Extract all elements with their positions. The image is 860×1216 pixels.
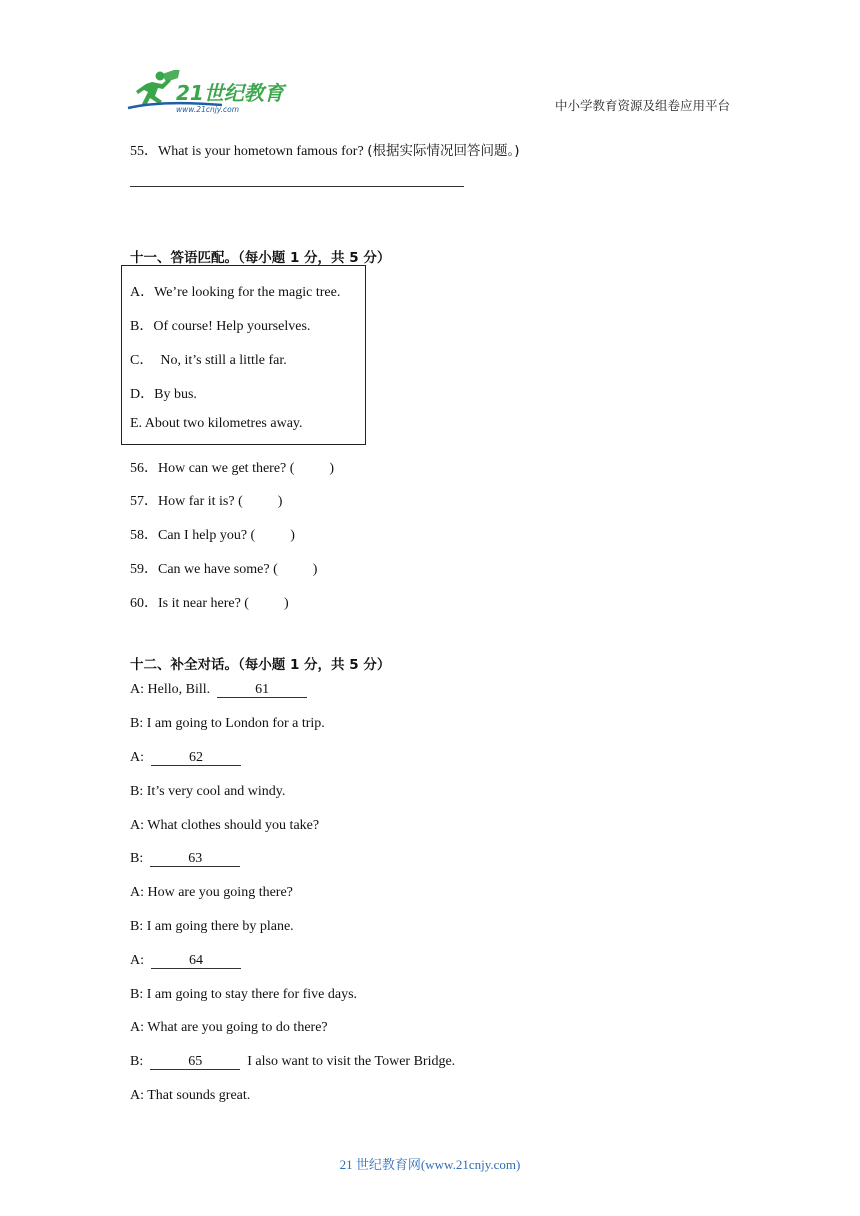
question-55 [130, 139, 519, 160]
question-text: What is your hometown famous for? [158, 144, 368, 159]
question-58: 58．Can I help you? ( ) [130, 528, 295, 543]
blank-63[interactable]: 63 [150, 851, 240, 867]
dialogue-line: A: 62 [130, 750, 241, 766]
question-59: 59．Can we have some? ( ) [130, 562, 318, 577]
blank-65[interactable]: 65 [150, 1054, 240, 1070]
dialogue-line: A: How are you going there? [130, 885, 293, 900]
section-11-title: 十一、答语匹配。（每小题 1 分，共 5 分） [130, 250, 391, 266]
answer-line [130, 186, 464, 187]
question-60: 60．Is it near here? ( ) [130, 596, 289, 611]
section-12-title: 十二、补全对话。（每小题 1 分，共 5 分） [130, 657, 391, 673]
dialogue-line: A: 64 [130, 953, 241, 969]
option-b: B．Of course! Help yourselves. [130, 319, 311, 334]
option-a: A．We’re looking for the magic tree. [130, 285, 341, 300]
question-number: 55． [130, 144, 158, 159]
question-note: (根据实际情况回答问题。) [367, 143, 520, 159]
svg-text:www.21cnjy.com: www.21cnjy.com [176, 105, 240, 114]
footer-link[interactable]: 21 世纪教育网(www.21cnjy.com) [339, 1157, 521, 1172]
option-c: C． No, it’s still a little far. [130, 353, 287, 368]
question-57: 57．How far it is? ( ) [130, 494, 283, 509]
dialogue-line: B: I am going to London for a trip. [130, 716, 325, 731]
dialogue-line: A: What clothes should you take? [130, 818, 320, 833]
dialogue-line: B: It’s very cool and windy. [130, 784, 286, 799]
dialogue-line: B: 63 [130, 851, 240, 867]
dialogue-line: B: I am going there by plane. [130, 919, 294, 934]
dialogue-line: B: I am going to stay there for five days. [130, 987, 358, 1002]
dialogue-line: A: Hello, Bill. 61 [130, 682, 307, 698]
platform-label: 中小学教育资源及组卷应用平台 [554, 98, 730, 113]
runner-logo-icon [122, 70, 292, 114]
option-e: E. About two kilometres away. [130, 416, 303, 431]
dialogue-line: B: 65 I also want to visit the Tower Bridge. [130, 1054, 456, 1069]
site-logo [122, 70, 292, 114]
blank-62[interactable]: 62 [151, 750, 241, 766]
dialogue-line: A: What are you going to do there? [130, 1020, 328, 1035]
svg-text:21世纪教育: 21世纪教育 [176, 81, 284, 105]
blank-61[interactable]: 61 [217, 682, 307, 698]
blank-64[interactable]: 64 [151, 953, 241, 969]
dialogue-line: A: That sounds great. [130, 1088, 251, 1103]
option-d: D．By bus. [130, 387, 197, 402]
question-56: 56．How can we get there? ( ) [130, 461, 335, 476]
